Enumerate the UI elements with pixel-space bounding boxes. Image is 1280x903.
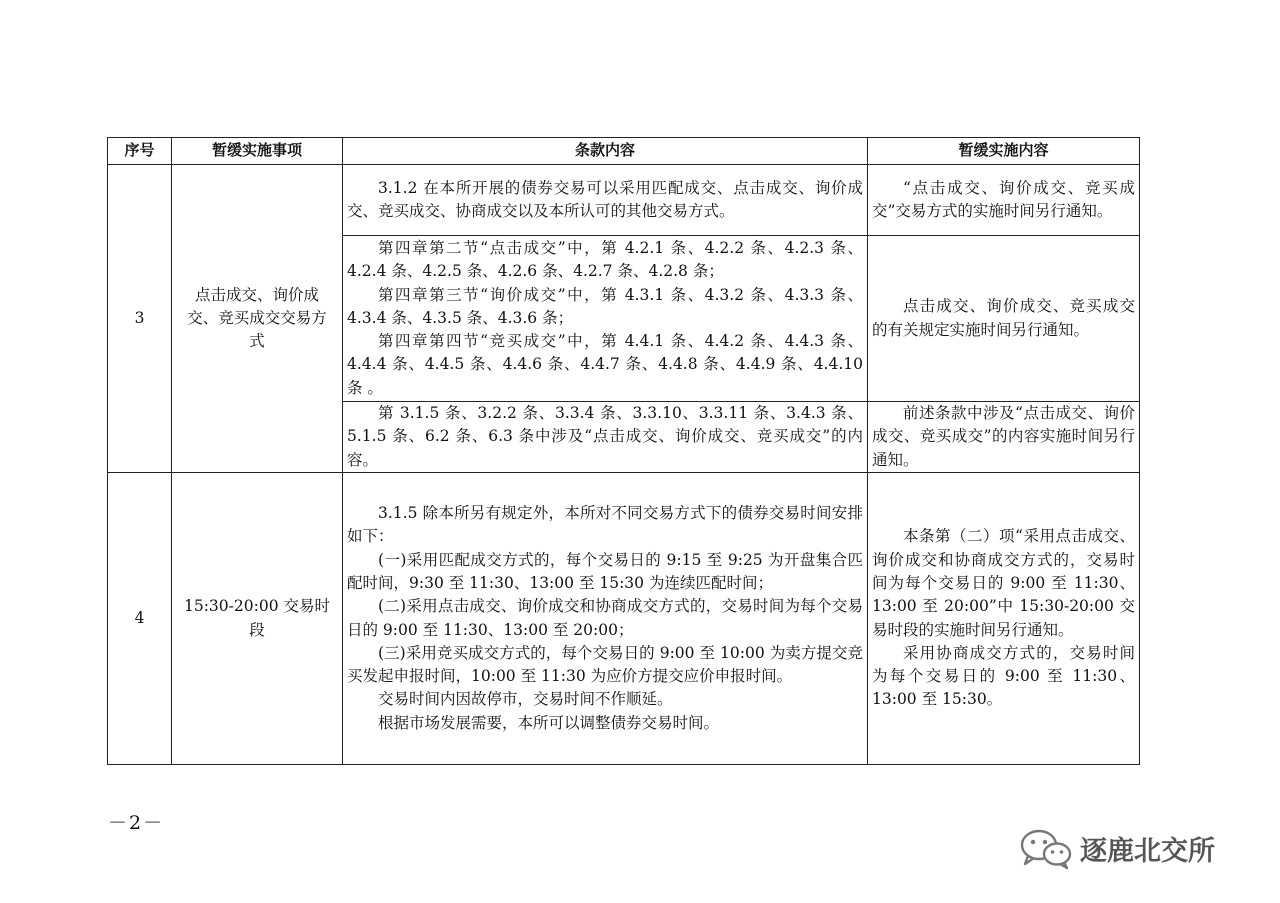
clause-paragraph: 第 3.1.5 条、3.2.2 条、3.3.4 条、3.3.10、3.3.11 条、3.4.3 条、5.1.5 条、6.2 条、6.3 条中涉及“点击成交、询价成交、竞买成交”的内容。 [347,404,863,469]
clause-cell [343,402,868,473]
row-item-text: 点击成交、询价成交、竞买成交交易方式 [187,285,327,351]
content-cell [868,236,1140,402]
clause-paragraph: (一)采用匹配成交方式的，每个交易日的 9:15 至 9:25 为开盘集合匹配时间，9:30 至 11:30、13:00 至 15:30 为连续匹配时间； [347,550,863,592]
row-number: 4 [108,473,172,765]
content-paragraph: 本条第（二）项“采用点击成交、询价成交和协商成交方式的，交易时间为每个交易日的 9:00 至 11:30、13:00 至 20:00”中 15:30-20:00 交易时段的实施时间另行通知。 [872,527,1135,639]
clause-paragraph: 第四章第四节“竞买成交”中，第 4.4.1 条、4.4.2 条、4.4.3 条、4.4.4 条、4.4.5 条、4.4.6 条、4.4.7 条、4.4.8 条、4.4.9 条、4.4.10 条 。 [347,332,863,397]
content-cell [868,473,1140,765]
content-paragraph: 点击成交、询价成交、竞买成交的有关规定实施时间另行通知。 [872,297,1135,339]
content-cell [868,165,1140,236]
watermark-text: 逐鹿北交所 [1080,835,1215,867]
page-number: －2－ [108,812,165,834]
header-clause: 条款内容 [343,138,868,165]
clause-paragraph: 3.1.5 除本所另有规定外，本所对不同交易方式下的债券交易时间安排如下： [347,504,863,546]
clause-cell [343,165,868,236]
table-header-row [108,138,1140,165]
content-cell [868,402,1140,473]
document-table [107,137,1140,765]
header-item: 暂缓实施事项 [172,138,343,165]
table-row [108,473,1140,765]
content-paragraph: 前述条款中涉及“点击成交、询价成交、竞买成交”的内容实施时间另行通知。 [872,404,1135,469]
clause-cell [343,236,868,402]
content-paragraph: 采用协商成交方式的，交易时间为每个交易日的 9:00 至 11:30、13:00 至 15:30。 [872,643,1135,709]
row-item [172,473,343,765]
row-number: 3 [108,165,172,473]
content-paragraph: “点击成交、询价成交、竞买成交”交易方式的实施时间另行通知。 [872,178,1135,220]
clause-paragraph: 根据市场发展需要，本所可以调整债券交易时间。 [378,713,720,732]
clause-paragraph: (二)采用点击成交、询价成交和协商成交方式的，交易时间为每个交易日的 9:00 至 11:30、13:00 至 20:00； [347,597,863,639]
row-item-text: 15:30-20:00 交易时段 [183,597,330,639]
clause-paragraph: 3.1.2 在本所开展的债券交易可以采用匹配成交、点击成交、询价成交、竞买成交、协商成交以及本所认可的其他交易方式。 [347,178,863,220]
row-item [172,165,343,473]
table-row [108,165,1140,236]
clause-paragraph: (三)采用竞买成交方式的，每个交易日的 9:00 至 10:00 为卖方提交竞买发起申报时间，10:00 至 11:30 为应价方提交应价申报时间。 [347,643,863,686]
clause-paragraph: 交易时间内因故停市，交易时间不作顺延。 [378,690,673,709]
clause-paragraph: 第四章第三节“询价成交”中，第 4.3.1 条、4.3.2 条、4.3.3 条、4.3.4 条、4.3.5 条、4.3.6 条； [347,285,863,327]
header-number: 序号 [108,138,172,165]
clause-paragraph: 第四章第二节“点击成交”中，第 4.2.1 条、4.2.2 条、4.2.3 条、4.2.4 条、4.2.5 条、4.2.6 条、4.2.7 条、4.2.8 条； [347,238,863,281]
watermark [1018,826,1215,870]
clause-cell [343,473,868,765]
wechat-icon [1018,826,1074,870]
header-content: 暂缓实施内容 [868,138,1140,165]
